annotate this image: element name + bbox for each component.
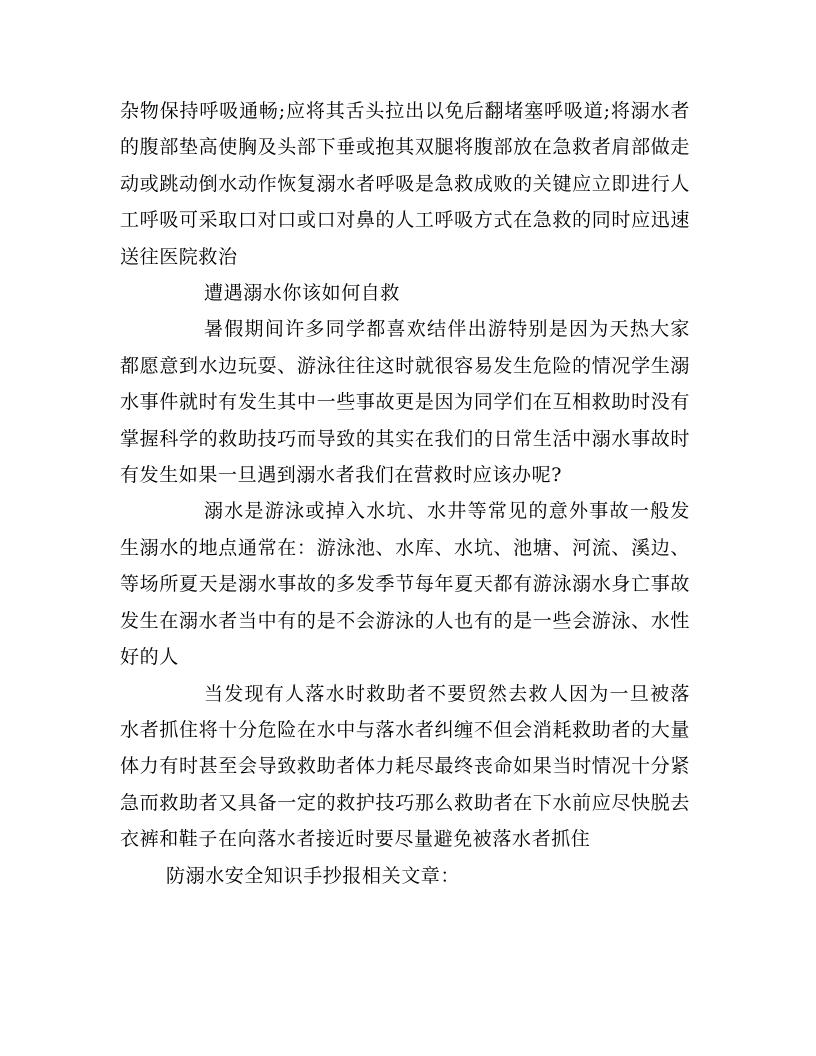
paragraph-drowning-locations: 溺水是游泳或掉入水坑、水井等常见的意外事故一般发生溺水的地点通常在：游泳池、水库、水坑、池塘、河流、溪边、等场所夏天是溺水事故的多发季节每年夏天都有游泳溺水身亡事故发生在溺水者当中有的是不会游泳的人也有的是一些会游泳、水性好的人 [120,500,690,669]
paragraph-summer-swimming: 暑假期间许多同学都喜欢结伴出游特别是因为天热大家都愿意到水边玩耍、游泳往往这时就很容易发生危险的情况学生溺水事件就时有发生其中一些事故更是因为同学们在互相救助时没有掌握科学的救助技巧而导致的其实在我们的日常生活中溺水事故时有发生如果一旦遇到溺水者我们在营救时应该办呢? [120,318,690,487]
related-articles-label: 防溺水安全知识手抄报相关文章： [166,864,461,887]
paragraph-rescue-advice: 当发现有人落水时救助者不要贸然去救人因为一旦被落水者抓住将十分危险在水中与落水者纠缠不但会消耗救助者的大量体力有时甚至会导致救助者体力耗尽最终丧命如果当时情况十分紧急而救助者又具备一定的救护技巧那么救助者在下水前应尽快脱去衣裤和鞋子在向落水者接近时要尽量避免被落水者抓住 [120,682,690,851]
document-body [120,93,690,894]
section-heading: 遭遇溺水你该如何自救 [204,282,401,305]
paragraph-first-aid: 杂物保持呼吸通畅;应将其舌头拉出以免后翻堵塞呼吸道;将溺水者的腹部垫高使胸及头部下垂或抱其双腿将腹部放在急救者肩部做走动或跳动倒水动作恢复溺水者呼吸是急救成败的关键应立即进行人工呼吸可采取口对口或口对鼻的人工呼吸方式在急救的同时应迅速送往医院救治 [120,100,690,268]
